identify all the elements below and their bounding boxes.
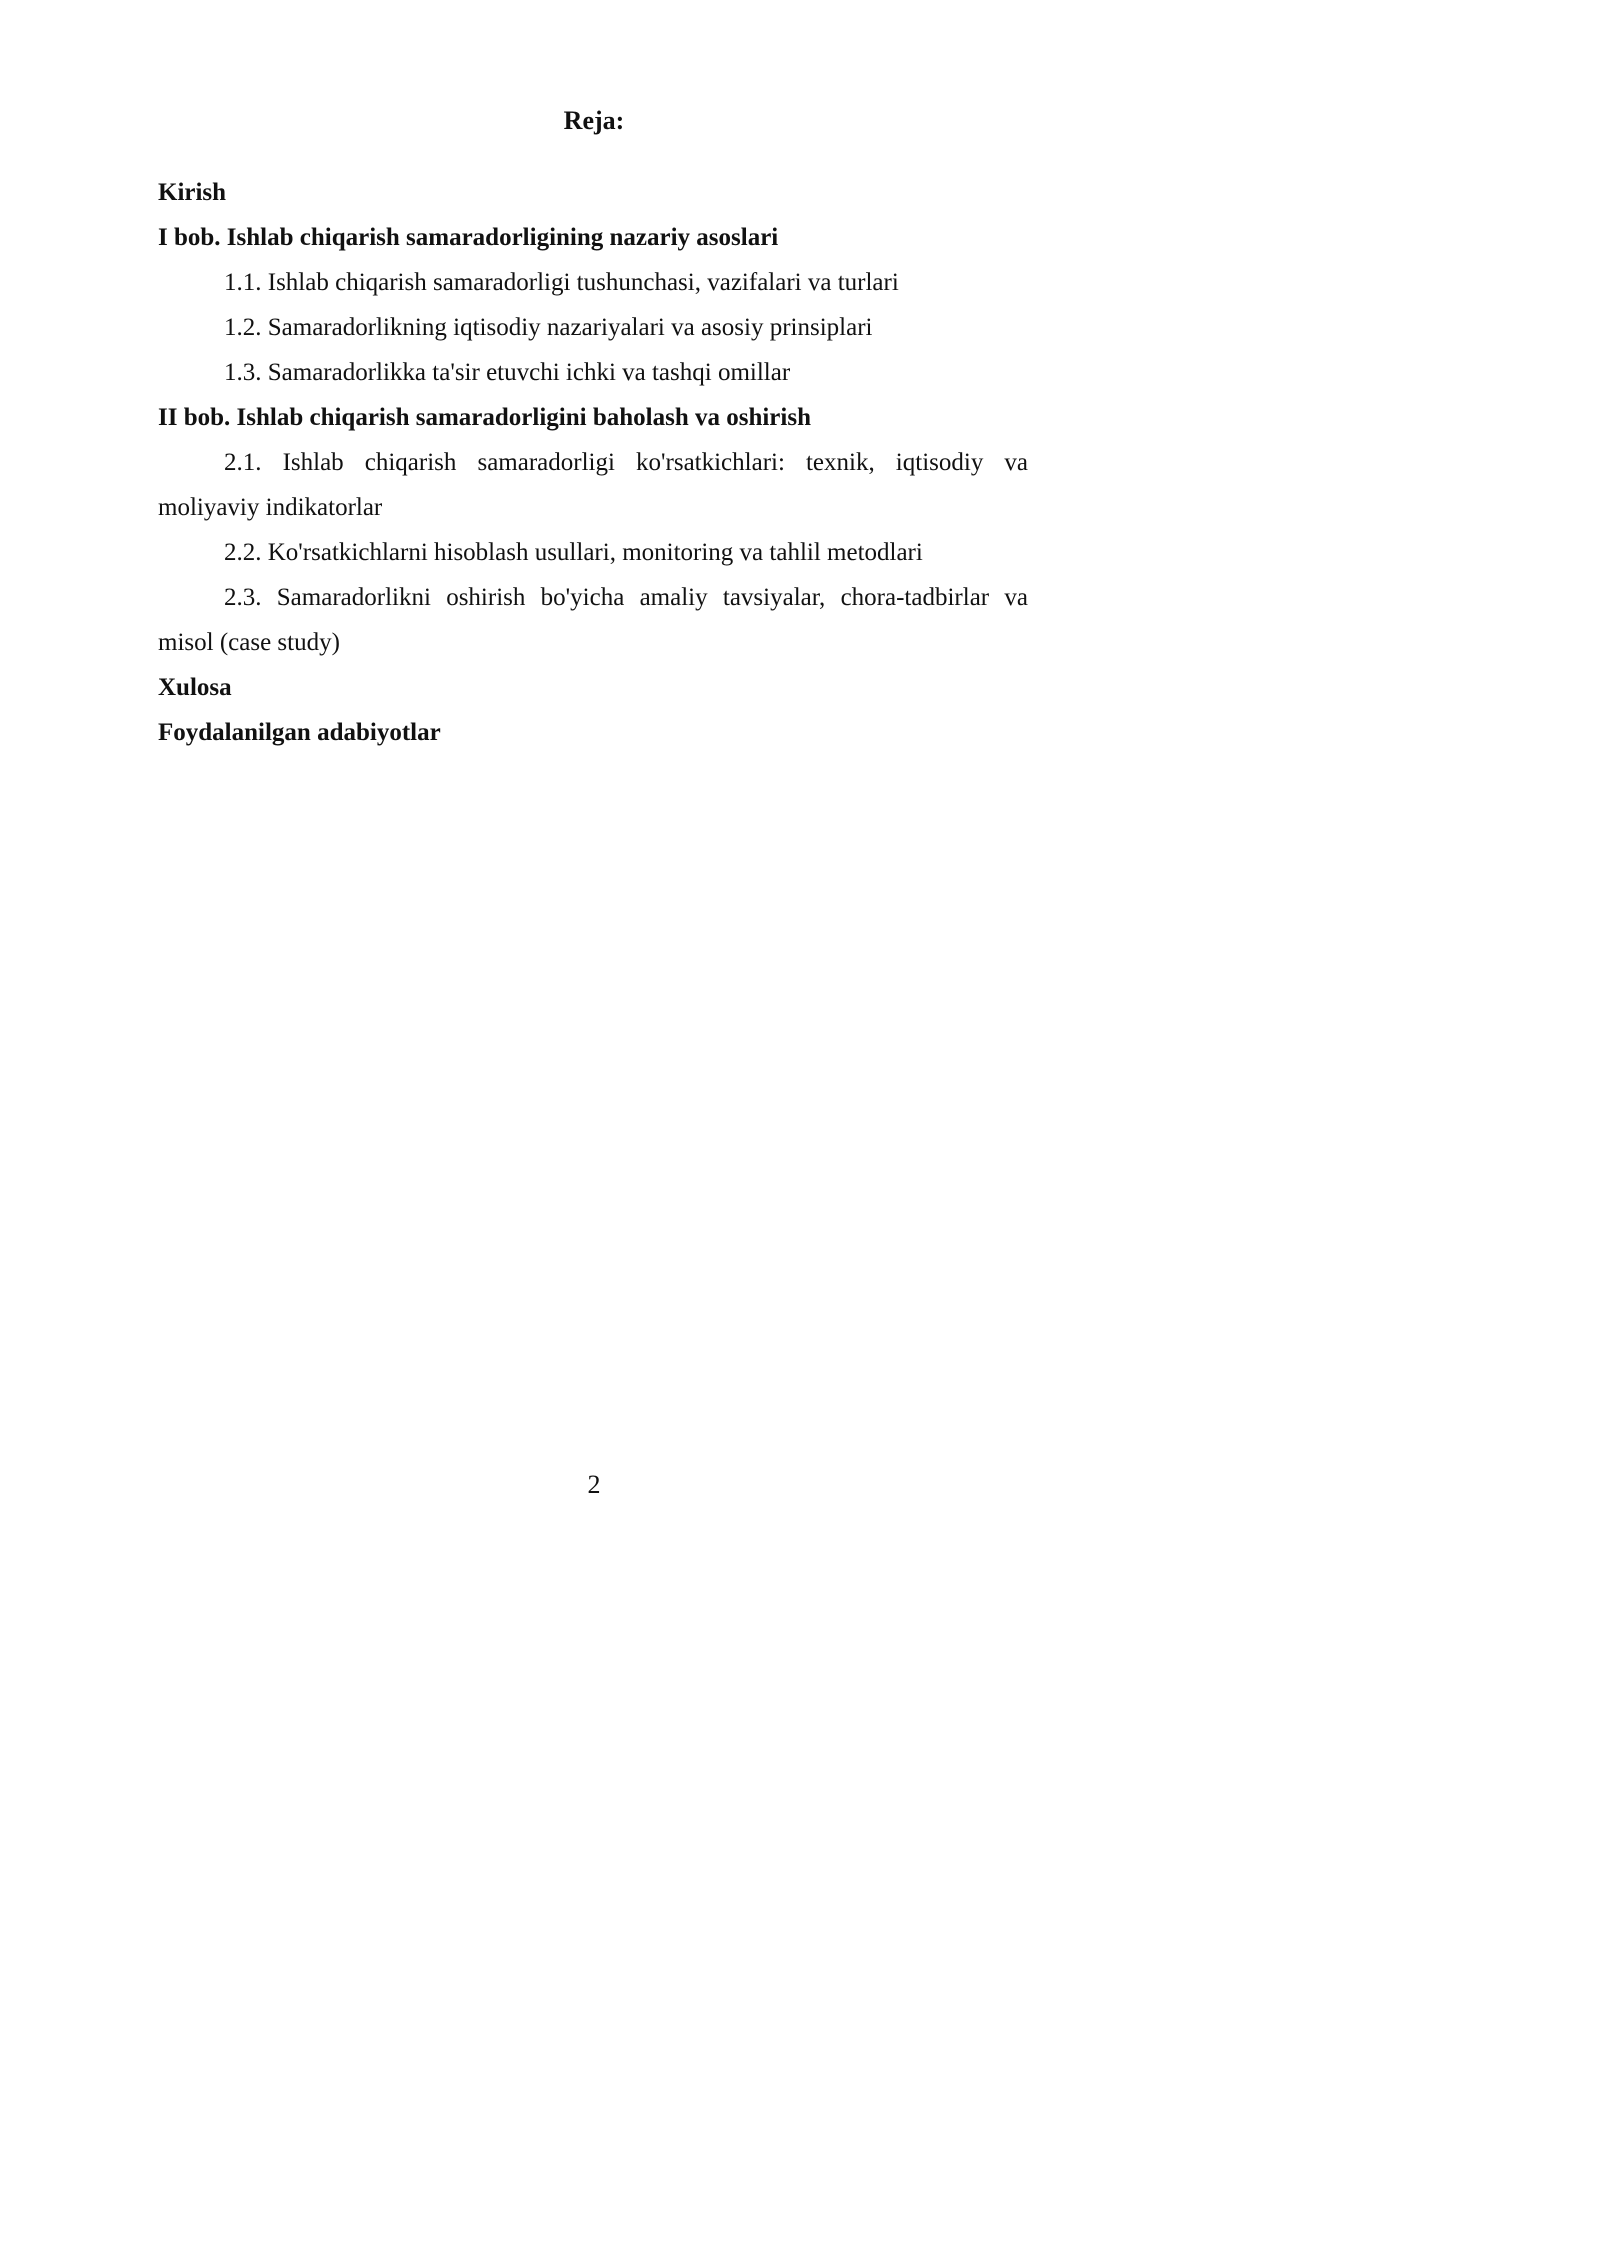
page-title: Reja: [563,106,625,135]
table-of-contents [158,170,1028,755]
toc-section-2-3-line-1: 2.3. Samaradorlikni oshirish bo'yicha amaliy tavsiyalar, chora-tadbirlar va [224,584,1028,611]
toc-section-2-2: 2.2. Ko'rsatkichlarni hisoblash usullari, monitoring va tahlil metodlari [224,539,923,566]
toc-section-1-2: 1.2. Samaradorlikning iqtisodiy nazariyalari va asosiy prinsiplari [224,314,873,341]
document-page [0,0,1104,1561]
toc-conclusion: Xulosa [158,674,232,701]
toc-section-2-1-line-1: 2.1. Ishlab chiqarish samaradorligi ko'rsatkichlari: texnik, iqtisodiy va [224,449,1028,476]
toc-chapter-2: II bob. Ishlab chiqarish samaradorligini baholash va oshirish [158,404,811,431]
toc-intro: Kirish [158,179,227,206]
toc-section-1-1: 1.1. Ishlab chiqarish samaradorligi tushunchasi, vazifalari va turlari [224,269,899,296]
toc-references: Foydalanilgan adabiyotlar [158,719,441,746]
toc-chapter-1: I bob. Ishlab chiqarish samaradorligining nazariy asoslari [158,224,779,251]
toc-section-1-3: 1.3. Samaradorlikka ta'sir etuvchi ichki va tashqi omillar [224,359,791,386]
toc-section-2-3-line-2: misol (case study) [158,629,340,656]
page-number: 2 [587,1470,601,1499]
toc-section-2-1-line-2: moliyaviy indikatorlar [158,494,383,521]
